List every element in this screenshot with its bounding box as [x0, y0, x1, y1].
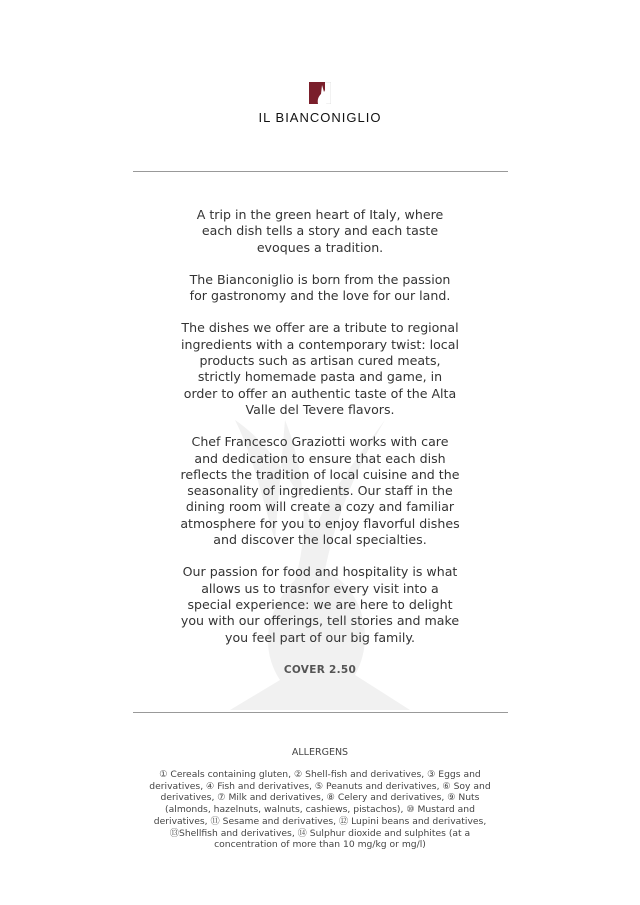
intro-paragraph: A trip in the green heart of Italy, where each dish tells a story and each taste evoques a tradition. — [196, 207, 444, 255]
intro-paragraph: Our passion for food and hospitality is what allows us to trasnfor every visit into a special experience: we are here to delight you with our offerings, tell stories and make you feel part of our big family. — [180, 564, 460, 645]
divider — [133, 171, 508, 172]
intro-paragraph: Chef Francesco Graziotti works with care and dedication to ensure that each dish reflects the tradition of local cuisine and the seasonality of ingredients. Our staff in the dining room will create a cozy and familiar atmosphere for you to enjoy flavorful dishes and discover the local specialties. — [180, 434, 460, 548]
brand-logo — [0, 82, 640, 125]
intro-paragraph: The Bianconiglio is born from the passion for gastronomy and the love for our land. — [189, 271, 451, 304]
divider — [133, 712, 508, 713]
allergens-title: ALLERGENS — [291, 747, 349, 758]
allergens-list: ① Cereals containing gluten, ② Shell-fish and derivatives, ③ Eggs and derivatives, ④ Fish and derivatives, ⑤ Peanuts and derivatives, ⑥ Soy and derivatives, ⑦ Milk and derivatives, ⑧ Celery and derivatives, ⑨ Nuts (almonds, hazelnuts, walnuts, cashiews, pistachos), ⑩ Mustard and derivatives, ⑪ Sesame and derivatives, ⑫ Lupini beans and derivatives, ⑬Shellfish and derivatives, ⑭ Sulphur dioxide and sulphites (at a concentration of more than 10 mg/kg or mg/l) — [149, 769, 491, 851]
intro-text — [180, 207, 460, 662]
cover-charge: COVER 2.50 — [283, 664, 357, 676]
intro-paragraph: The dishes we offer are a tribute to regional ingredients with a contemporary twist: local products such as artisan cured meats, strictly homemade pasta and game, in order to offer an authentic taste of the Alta Valle del Tevere flavors. — [181, 320, 459, 417]
rabbit-logo-icon — [309, 82, 331, 104]
brand-name: IL BIANCONIGLIO — [258, 110, 382, 125]
